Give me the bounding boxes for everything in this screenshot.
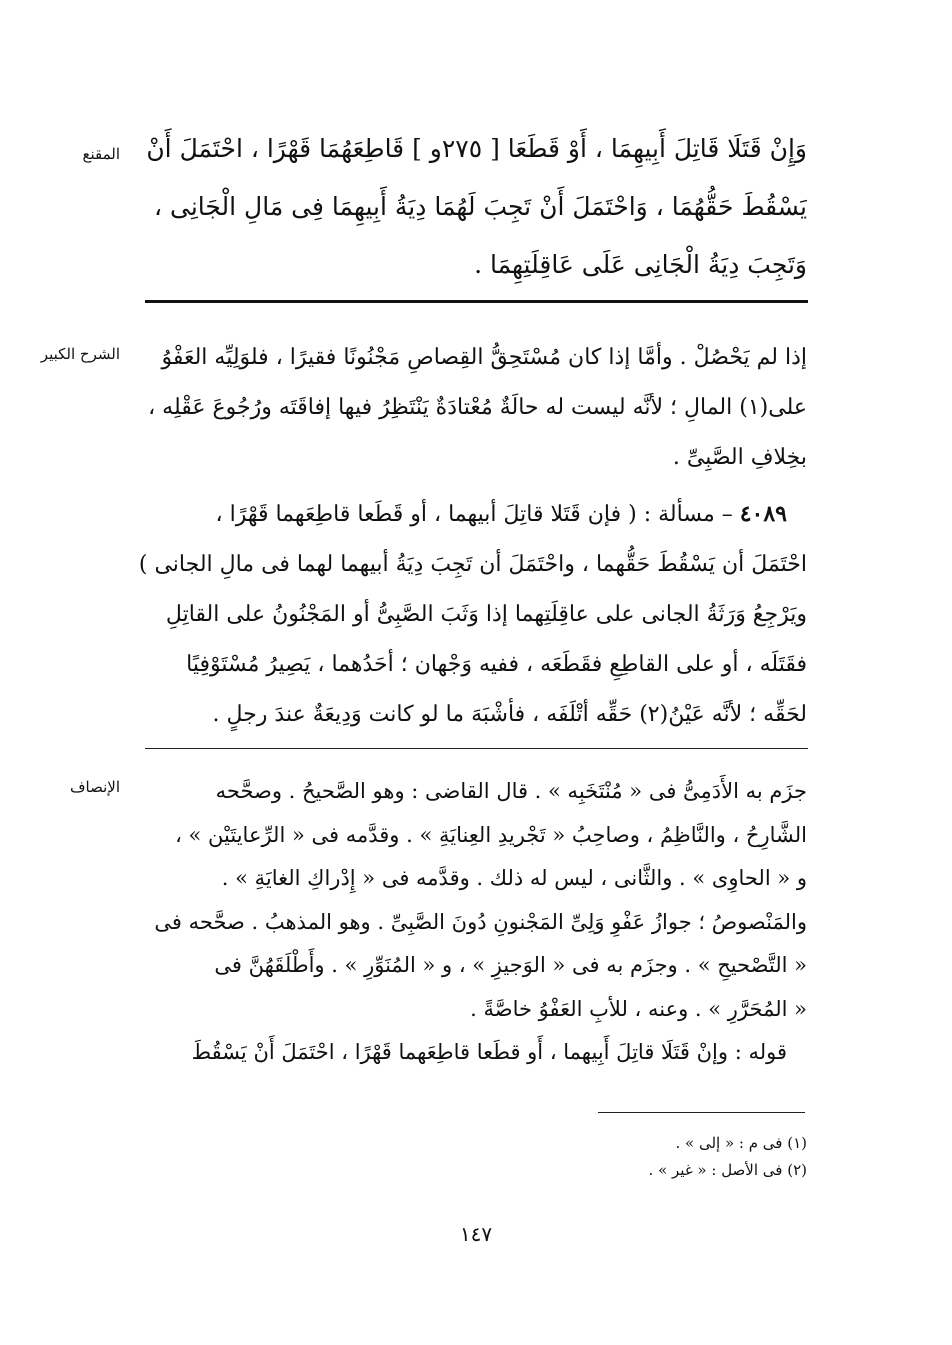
text-line: والمَنْصوصُ ؛ جوازُ عَفْوِ وَلِىِّ المَجْنونِ دُونَ الصَّبِىِّ . وهو المذهبُ . صحَّحه فى <box>154 909 807 934</box>
text-line: و « الحاوِى » . والثَّانى ، ليس له ذلك . وقدَّمه فى « إِدْراكِ الغايَةِ » . <box>221 866 807 890</box>
section-divider-thin <box>145 748 808 749</box>
text-line: فقَتَلَه ، أو على القاطِعِ فقَطَعَه ، ففيه وَجْهان ؛ أحَدُهما ، يَصِيرُ مُسْتَوْفِيًا <box>186 652 807 677</box>
footnotes <box>407 1130 807 1184</box>
text-line: لحَقِّه ؛ لأنَّه عَيْنُ(٢) حَقِّه أتْلَفَه ، فأشْبَهَ ما لو كانت وَدِيعَةٌ عندَ رجلٍ . <box>212 702 807 727</box>
text-line: يَسْقُطَ حَقُّهُمَا ، وَاحْتَمَلَ أَنْ تَجِبَ لَهُمَا دِيَةُ أَبِيهِمَا فِى مَالِ الْجَانِى ، <box>153 192 807 221</box>
text-line: الشَّارِحُ ، والنَّاظِمُ ، وصاحِبُ « تَجْريدِ العِنايَةِ » . وقدَّمه فى « الرِّعايتَيْن » ، <box>175 822 807 847</box>
section-label-mughni: المقنع <box>82 145 120 163</box>
text-line: بخِلافِ الصَّبِىِّ . <box>672 445 807 470</box>
mughni-text <box>127 120 807 294</box>
text-line: وَتَجِبَ دِيَةُ الْجَانِى عَلَى عَاقِلَتِهِمَا . <box>474 250 807 279</box>
footnote: (٢) فى الأصل : « غير » . <box>648 1161 807 1179</box>
text-line: وَإِنْ قَتَلَا قَاتِلَ أَبِيهِمَا ، أَوْ قَطَعَا [ ٢٧٥و ] قَاطِعَهُمَا قَهْرًا ، احْتَمَلَ أَنْ <box>146 134 807 163</box>
sharh-text <box>127 333 807 740</box>
masala-line <box>127 489 807 540</box>
insaf-text <box>127 770 807 1075</box>
masala-text: – مسألة : ( فإن قَتَلا قاتِلَ أبيهما ، أو قَطَعا قاطِعَهما قَهْرًا ، <box>215 502 733 527</box>
page-number: ١٤٧ <box>459 1222 493 1246</box>
section-label-insaf: الإنصاف <box>69 778 120 796</box>
text-line: قوله : وإنْ قَتَلَا قاتِلَ أَبِيهما ، أَو قطَعا قاطِعَهما قَهْرًا ، احْتَمَلَ أَنْ يَسْقُطَ <box>191 1040 787 1064</box>
text-line: على(١) المالِ ؛ لأنَّه ليست له حالَةٌ مُعْتادَةٌ يَنْتَظِرُ فيها إفاقَتَه ورُجُوعَ عَقْلِه ، <box>148 395 807 420</box>
text-line: جزَم به الأَدَمِىُّ فى « مُنْتَخَبِه » . قال القاضى : وهو الصَّحيحُ . وصحَّحه <box>215 779 807 803</box>
footnote-divider <box>598 1112 805 1113</box>
text-line: « التَّصْحيحِ » . وجزَم به فى « الوَجيزِ » ، و « المُنَوِّرِ » . وأَطْلَقَهُنَّ فى <box>214 953 807 977</box>
text-line: إذا لم يَحْصُلْ . وأمَّا إذا كان مُسْتَحِقُّ القِصاصِ مَجْنُونًا فقيرًا ، فلوَلِيِّه العَفْوُ <box>161 345 807 370</box>
text-line: « المُحَرَّرِ » . وعنه ، للأبِ العَفْوُ خاصَّةً . <box>470 996 807 1021</box>
footnote: (١) فى م : « إلى » . <box>675 1134 807 1152</box>
section-label-sharh: الشرح الكبير <box>40 345 120 363</box>
section-divider-thick <box>145 300 808 303</box>
masala-number: ٤٠٨٩ <box>739 501 787 527</box>
text-line: احْتَمَلَ أن يَسْقُطَ حَقُّهما ، واحْتَمَلَ أن تَجِبَ دِيَةُ أبيهما لهما فى مالِ الجانى ) <box>138 552 807 577</box>
text-line: ويَرْجِعُ وَرَثَةُ الجانى على عاقِلَتِهما إذا وَثَبَ الصَّبِىُّ أو المَجْنُونُ على القاتِلِ <box>165 602 807 627</box>
